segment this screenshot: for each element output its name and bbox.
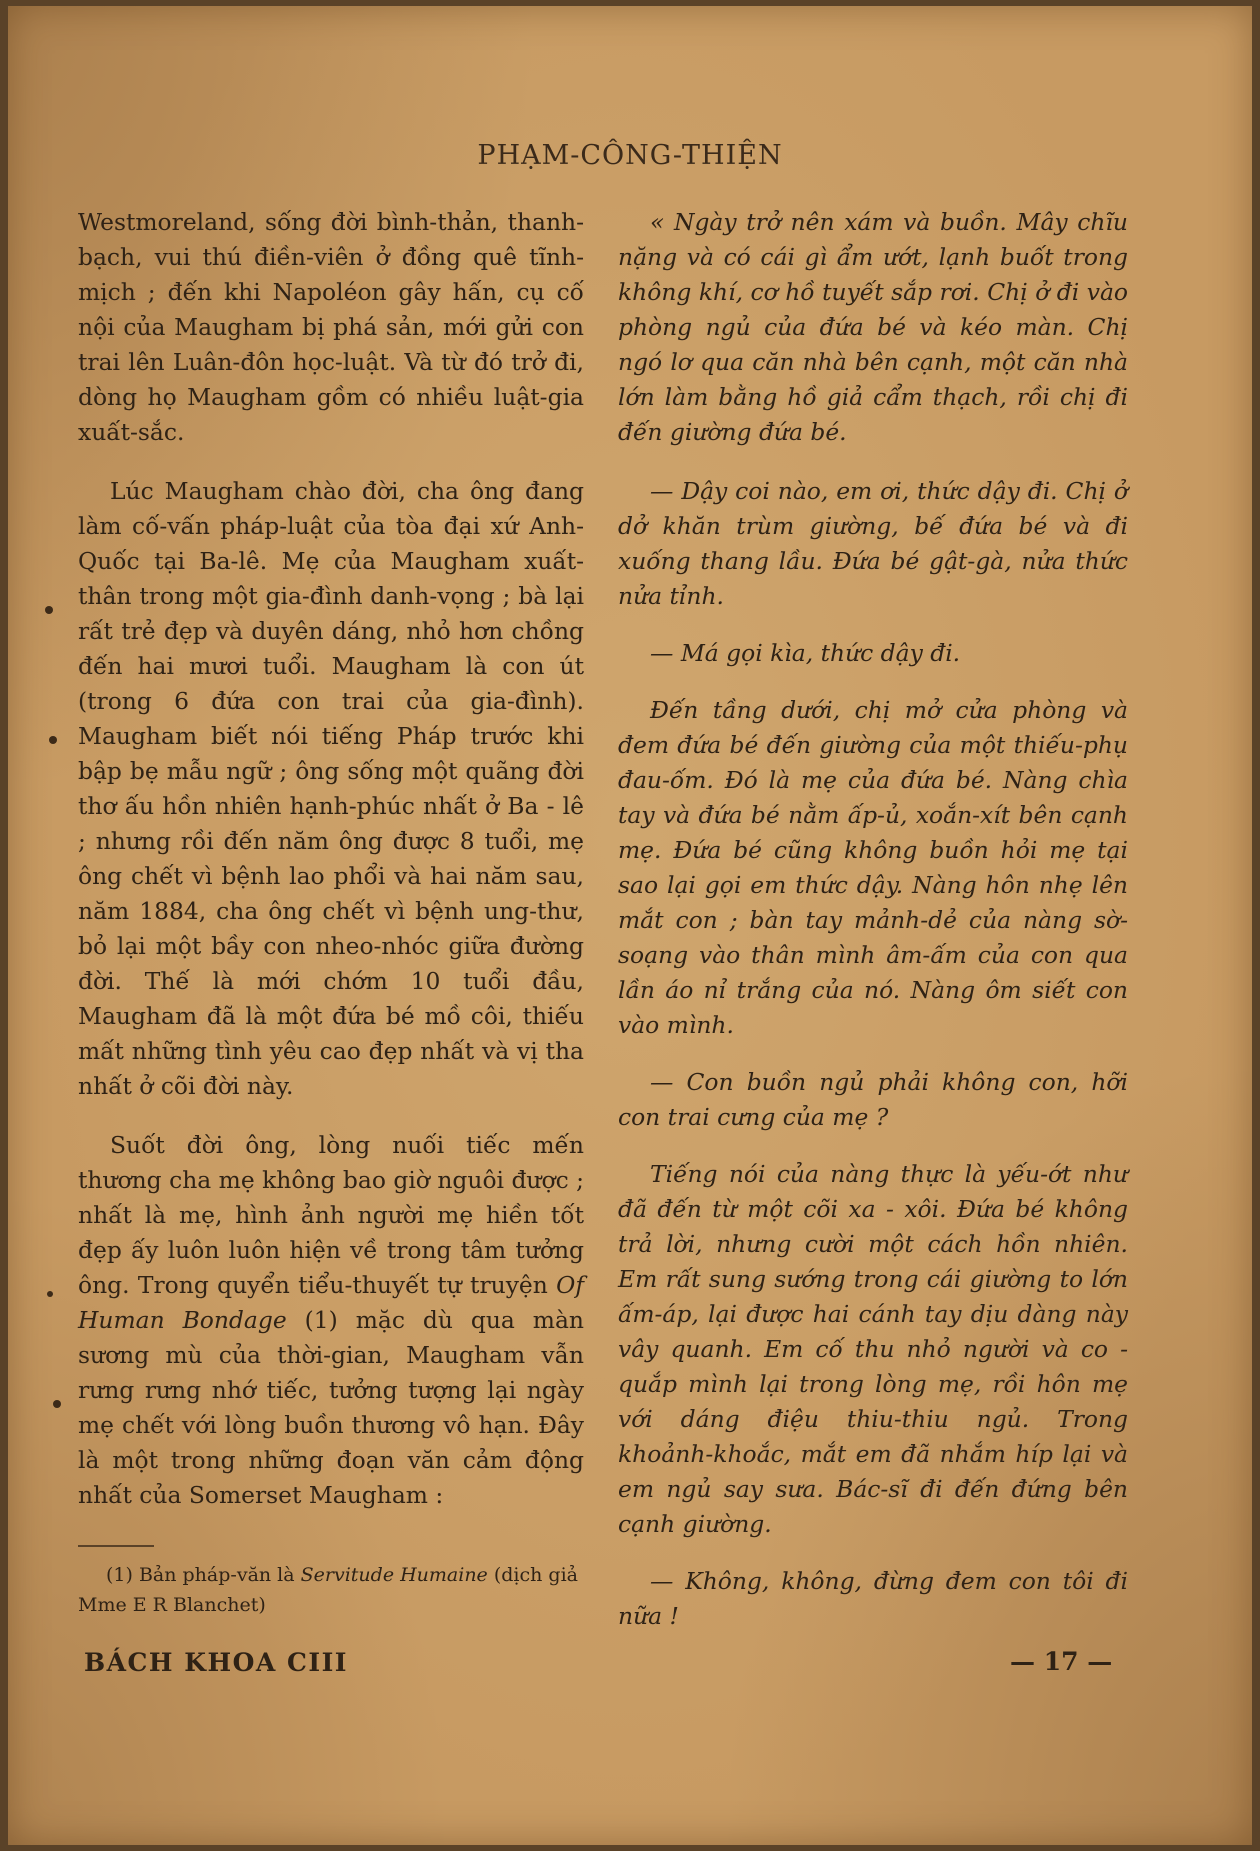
paper-speck <box>47 1291 53 1297</box>
right-paragraph: — Không, không, đừng đem con tôi đi nữa ! <box>618 1567 1128 1630</box>
footnote-rule <box>78 1545 154 1547</box>
paper-speck <box>45 606 53 614</box>
footnote <box>78 1560 584 1620</box>
paper-speck <box>53 1400 61 1408</box>
footnote-title: Servitude Humaine <box>300 1564 488 1586</box>
right-paragraph: — Con buồn ngủ phải không con, hỡi con trai cưng của mẹ ? <box>618 1068 1128 1131</box>
right-paragraph: « Ngày trở nên xám và buồn. Mây chĩu nặng và có cái gì ẩm ướt, lạnh buốt trong không khí, cơ hồ tuyết sắp rơi. Chị ở đi vào phòng ngủ của đứa bé và kéo màn. Chị ngó lơ qua căn nhà bên cạnh, một căn nhà lớn làm bằng hồ giả cẩm thạch, rồi chị đi đến giường đứa bé. <box>618 208 1128 446</box>
right-column <box>618 205 1128 1634</box>
left-paragraph: Lúc Maugham chào đời, cha ông đang làm cố-vấn pháp-luật của tòa đại xứ Anh-Quốc tại Ba-lê. Mẹ của Maugham xuất-thân trong một gia-đình danh-vọng ; bà lại rất trẻ đẹp và duyên dáng, nhỏ hơn chồng đến hai mươi tuổi. Maugham là con út (trong 6 đứa con trai của gia-đình). Maugham biết nói tiếng Pháp trước khi bập bẹ mẫu ngữ ; ông sống một quãng đời thơ ấu hồn nhiên hạnh-phúc nhất ở Ba - lê ; nhưng rồi đến năm ông được 8 tuổi, mẹ ông chết vì bệnh lao phổi và hai năm sau, năm 1884, cha ông chết vì bệnh ung-thư, bỏ lại một bầy con nheo-nhóc giữa đường đời. Thế là mới chớm 10 tuổi đầu, Maugham đã là một đứa bé mồ côi, thiếu mất những tình yêu cao đẹp nhất và vị tha nhất ở cõi đời này. <box>78 477 584 1100</box>
right-paragraph: Tiếng nói của nàng thực là yếu-ớt như đã đến từ một cõi xa - xôi. Đứa bé không trả lời, nhưng cười một cách hồn nhiên. Em rất sung sướng trong cái giường to lớn ấm-áp, lại được hai cánh tay dịu dàng này vây quanh. Em cố thu nhỏ người và co - quắp mình lại trong lòng mẹ, rồi hôn mẹ với dáng điệu thiu-thiu ngủ. Trong khoảnh-khoắc, mắt em đã nhắm híp lại và em ngủ say sưa. Bác-sĩ đi đến đứng bên cạnh giường. <box>618 1160 1128 1538</box>
right-paragraph: Đến tầng dưới, chị mở cửa phòng và đem đứa bé đến giường của một thiếu-phụ đau-ốm. Đó là mẹ của đứa bé. Nàng chìa tay và đứa bé nằm ấp-ủ, xoắn-xít bên cạnh mẹ. Đứa bé cũng không buồn hỏi mẹ tại sao lại gọi em thức dậy. Nàng hôn nhẹ lên mắt con ; bàn tay mảnh-dẻ của nàng sờ-soạng vào thân mình âm-ấm của con qua lần áo nỉ trắng của nó. Nàng ôm siết con vào mình. <box>618 696 1128 1039</box>
running-header: PHẠM-CÔNG-THIỆN <box>477 140 783 171</box>
left-paragraph: Westmoreland, sống đời bình-thản, thanh-bạch, vui thú điền-viên ở đồng quê tĩnh-mịch ; đến khi Napoléon gây hấn, cụ cố nội của Maugham bị phá sản, mới gửi con trai lên Luân-đôn học-luật. Và từ đó trở đi, dòng họ Maugham gồm có nhiều luật-gia xuất-sắc. <box>78 208 584 446</box>
footnote-text: (dịch giả Mme E R Blanchet) <box>78 1564 578 1616</box>
left-paragraph-text: (1) mặc dù qua màn sương mù của thời-gian, Maugham vẫn rưng rưng nhớ tiếc, tưởng tượng lại ngày mẹ chết với lòng buồn thương vô hạn. Đây là một trong những đoạn văn cảm động nhất của Somerset Maugham : <box>78 1306 584 1509</box>
magazine-footer: BÁCH KHOA CIII <box>84 1648 348 1677</box>
left-column <box>78 205 584 1513</box>
book-title: Of Human Bondage <box>78 1271 584 1334</box>
footnote-text: (1) Bản pháp-văn là <box>106 1564 301 1586</box>
right-paragraph: — Má gọi kìa, thức dậy đi. <box>650 639 961 667</box>
page-number: — 17 — <box>1010 1647 1113 1676</box>
left-paragraph <box>78 1128 584 1513</box>
right-paragraph: — Dậy coi nào, em ơi, thức dậy đi. Chị ở dở khăn trùm giường, bế đứa bé và đi xuống thang lầu. Đứa bé gật-gà, nửa thức nửa tỉnh. <box>618 477 1128 610</box>
left-paragraph-text: Suốt đời ông, lòng nuối tiếc mến thương cha mẹ không bao giờ nguôi được ; nhất là mẹ, hình ảnh người mẹ hiền tốt đẹp ấy luôn luôn hiện về trong tâm tưởng ông. Trong quyển tiểu-thuyết tự truyện <box>78 1131 584 1299</box>
paper-speck <box>49 736 57 744</box>
